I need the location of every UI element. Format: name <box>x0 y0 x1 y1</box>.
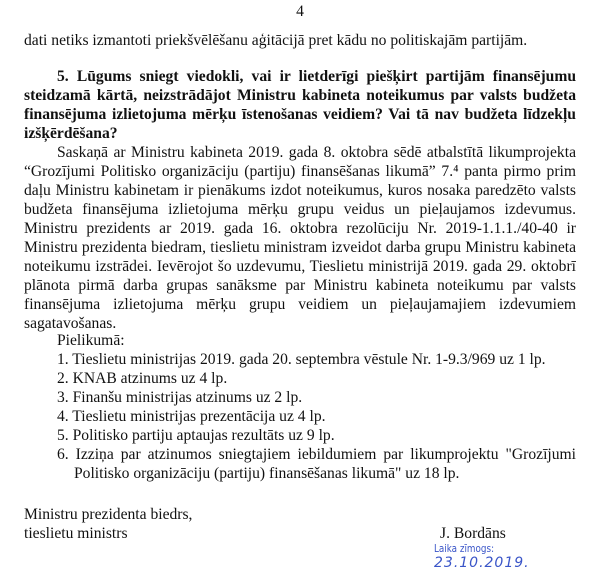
signer-position: Ministru prezidenta biedrs, <box>24 506 193 523</box>
text-line: izšķērdēšana? <box>24 125 118 142</box>
list-item: 3. Finanšu ministrijas atzinums uz 2 lp. <box>57 389 303 406</box>
text-line: steidzamā kārtā, neizstrādājot Ministru kabineta noteikumus par valsts budžeta <box>24 87 576 104</box>
text-line: Ministru prezidents ar 2019. gada 16. oktobra rezolūciju Nr. 2019-1.1.1./40-40 ir <box>24 220 576 237</box>
attachments-title: Pielikumā: <box>57 332 125 349</box>
time-stamp <box>434 542 530 571</box>
intro-paragraph <box>24 31 576 50</box>
text-line: dati netiks izmantoti priekšvēlēšanu aģitācijā pret kādu no politiskajām partijām. <box>24 32 528 49</box>
list-item-continuation: Politisko organizāciju (partiju) finansēšanas likumā" uz 18 lp. <box>74 465 460 482</box>
text-line: Saskaņā ar Ministru kabineta 2019. gada 8. oktobra sēdē atbalstītā likumprojekta <box>57 144 576 161</box>
page-number: 4 <box>296 3 304 20</box>
text-line: finansējuma izlietojuma mērķu īstenošanas veidiem? Vai tā nav budžeta līdzekļu <box>24 106 576 123</box>
text-line: sagatavošanas. <box>24 315 117 332</box>
text-line: finansējuma izlietojuma mērķu grupu veidiem un pieļaujamajiem izdevumiem <box>24 296 576 313</box>
attachments-list <box>57 331 576 483</box>
stamp-label: Laika zīmogs: <box>434 542 495 555</box>
signature-block <box>24 505 576 543</box>
signer-name: J. Bordāns <box>440 525 506 542</box>
text-line: Ministru prezidenta biedram, tieslietu ministram izveidot darba grupu Ministru kabineta <box>24 239 576 256</box>
question-heading <box>24 67 576 143</box>
stamp-date: 23.10.2019. <box>434 555 530 571</box>
text-line: daļu Ministru kabinetam ir pienākums izdot noteikumus, kuros nosaka paredzēto valsts <box>24 182 576 199</box>
list-item: 1. Tieslietu ministrijas 2019. gada 20. septembra vēstule Nr. 1-9.3/969 uz 1 lp. <box>57 351 546 368</box>
list-item: 5. Politisko partiju aptaujas rezultāts uz 9 lp. <box>57 427 335 444</box>
signer-position: tieslietu ministrs <box>24 525 128 542</box>
list-item: 2. KNAB atzinums uz 4 lp. <box>57 370 228 387</box>
answer-paragraph <box>24 143 576 333</box>
list-item: 6. Izziņa par atzinumos sniegtajiem iebildumiem par likumprojektu "Grozījumi <box>57 446 576 463</box>
text-line: noteikumu izstrādei. Ievērojot šo uzdevumu, Tieslietu ministrijā 2019. gada 29. oktobrī <box>24 258 576 275</box>
text-line: 5. Lūgums sniegt viedokli, vai ir lietderīgi piešķirt partijām finansējumu <box>57 68 576 85</box>
list-item: 4. Tieslietu ministrijas prezentācija uz 4 lp. <box>57 408 326 425</box>
text-line: “Grozījumi Politisko organizāciju (partiju) finansēšanas likumā” 7.⁴ panta pirmo prim <box>24 163 576 180</box>
text-line: budžeta finansējuma izlietojuma mērķu grupu veidus un pieļaujamos izdevumus. <box>24 201 576 218</box>
text-line: plānota pirmā darba grupas sanāksme par Ministru kabineta noteikumu par valsts <box>24 277 576 294</box>
